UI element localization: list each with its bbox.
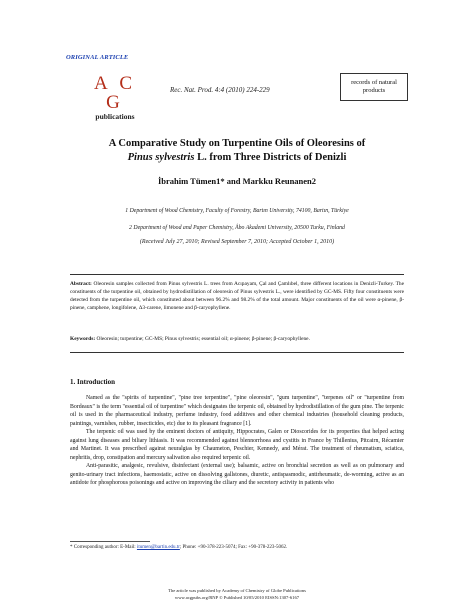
abstract-label: Abstract:	[70, 281, 92, 287]
abstract-top-rule	[70, 274, 404, 275]
authors: İbrahim Tümen1* and Markku Reunanen2	[157, 176, 317, 186]
paragraph: The terpenic oil was used by the eminent doctors of antiquity, Hippocrates, Galen or Dioscorides for its properties that helped acting against lung diseases and biliary lithiasis. It was recommended against blennorrhoea and cystitis in France by Thillenius, Pitcairn, Récamier and Martinet. It was prescribed against neuralgias by Chaumeton, Peschier, Kennedy, and Mérat. The treatment of rheumatism, sciatica, nephritis, drop, constipation and mercury salivation also required terpenic oil.	[70, 429, 404, 461]
keywords-label: Keywords:	[70, 336, 96, 342]
abstract-text: Oleoresin samples collected from Pinus sylvestris L. trees from Acıpayam, Çal and Çamlıbel, three different locations in Denizli-Turkey. The constituents of the turpentine oil, obtained by hydrodistillation of oleoresin of Pinus sylvestris L., were identified by GC-MS. Fifty four constituents were detected from the turpentine oil, which constituted about between 96.2% and 98.2% of the total amount. Major constituents of the oil were α-pinene, β-pinene, camphene, longifolene, Δ3-carene, limonene and β-caryophyllene.	[70, 281, 404, 311]
paper-title	[70, 137, 404, 165]
paragraph: Named as the "spirits of turpentine", "pine tree terpentine", "pine oleoresin", "gum turpentine", "terpenes oil" or "turpentine from Bordeaux" is the term "essential oil of turpentine" which designates the terpenic oil, obtained by hydrodistillation of the gum pine. The terpenic oil is used in the pharmaceutical industry, perfume industry, food additives and other chemical industries (household cleaning products, paintings, varnishes, rubber, insecticides, etc) due to its pleasant fragrance [1].	[70, 395, 404, 427]
affiliation-2: 2 Department of Wood and Paper Chemistry, Åbo Akademi University, 20500 Turku, Finland	[129, 225, 345, 231]
footnote-prefix: * Corresponding author: E-Mail:	[70, 545, 137, 550]
footnote-suffix: ; Phone: +90-378-223-5074; Fax: +90-378-223-5062.	[179, 545, 288, 550]
article-type-label: ORIGINAL ARTICLE	[66, 54, 129, 61]
title-line2	[70, 151, 404, 165]
keywords	[70, 335, 404, 343]
affiliation-1: 1 Department of Wood Chemistry, Faculty of Forestry, Bartın University, 74100, Bartın, Türkiye	[125, 208, 349, 214]
publisher-note-line2: www.acgpubs.org/RNP © Published 10/05/2010 EISSN:1307-6167	[174, 594, 300, 600]
publisher-note	[70, 588, 404, 601]
logo-acg-text: A C G	[93, 73, 137, 113]
received-dates: (Received July 27, 2010; Revised September 7, 2010; Accepted October 1, 2010)	[139, 239, 335, 245]
publisher-note-line1: The article was published by Academy of Chemistry of Globe Publications	[168, 588, 306, 593]
journal-box-line2: products	[362, 87, 386, 94]
keywords-bottom-rule	[70, 352, 404, 353]
title-line2-rest: L. from Three Districts of Denizli	[194, 152, 347, 163]
logo-publications-text: publications	[95, 112, 135, 121]
journal-box-line1: records of natural	[351, 79, 397, 86]
section-heading: 1. Introduction	[70, 378, 115, 386]
paragraph: Anti-parasitic, analgesic, revulsive, disinfectant (external use); balsamic, active on bronchial secretion as well as on pulmonary and genito-urinary tract infections, haemostatic, active on dissolving gallstones, diuretic, antispasmodic, antirheumatic, de-worming, active as an antidote for phosphorous poisonings and active on improving the ciliary and the secretory activity in patients who	[70, 463, 404, 486]
journal-name-box	[340, 73, 408, 101]
footnote-rule	[70, 541, 150, 542]
author-email-link[interactable]: itumen@bartin.edu.tr	[136, 545, 180, 550]
title-line1: A Comparative Study on Turpentine Oils of Oleoresins of	[108, 138, 366, 149]
introduction-body	[70, 394, 404, 488]
journal-citation: Rec. Nat. Prod. 4:4 (2010) 224-229	[170, 86, 270, 94]
abstract	[70, 280, 404, 312]
corresponding-author-footnote	[70, 545, 404, 550]
title-species: Pinus sylvestris	[127, 152, 195, 163]
keywords-text: Oleoresin; turpentine; GC-MS; Pinus sylvestris; essential oil; α-pinene; β-pinene; β-caryophyllene.	[95, 336, 310, 342]
publisher-logo	[82, 73, 148, 121]
